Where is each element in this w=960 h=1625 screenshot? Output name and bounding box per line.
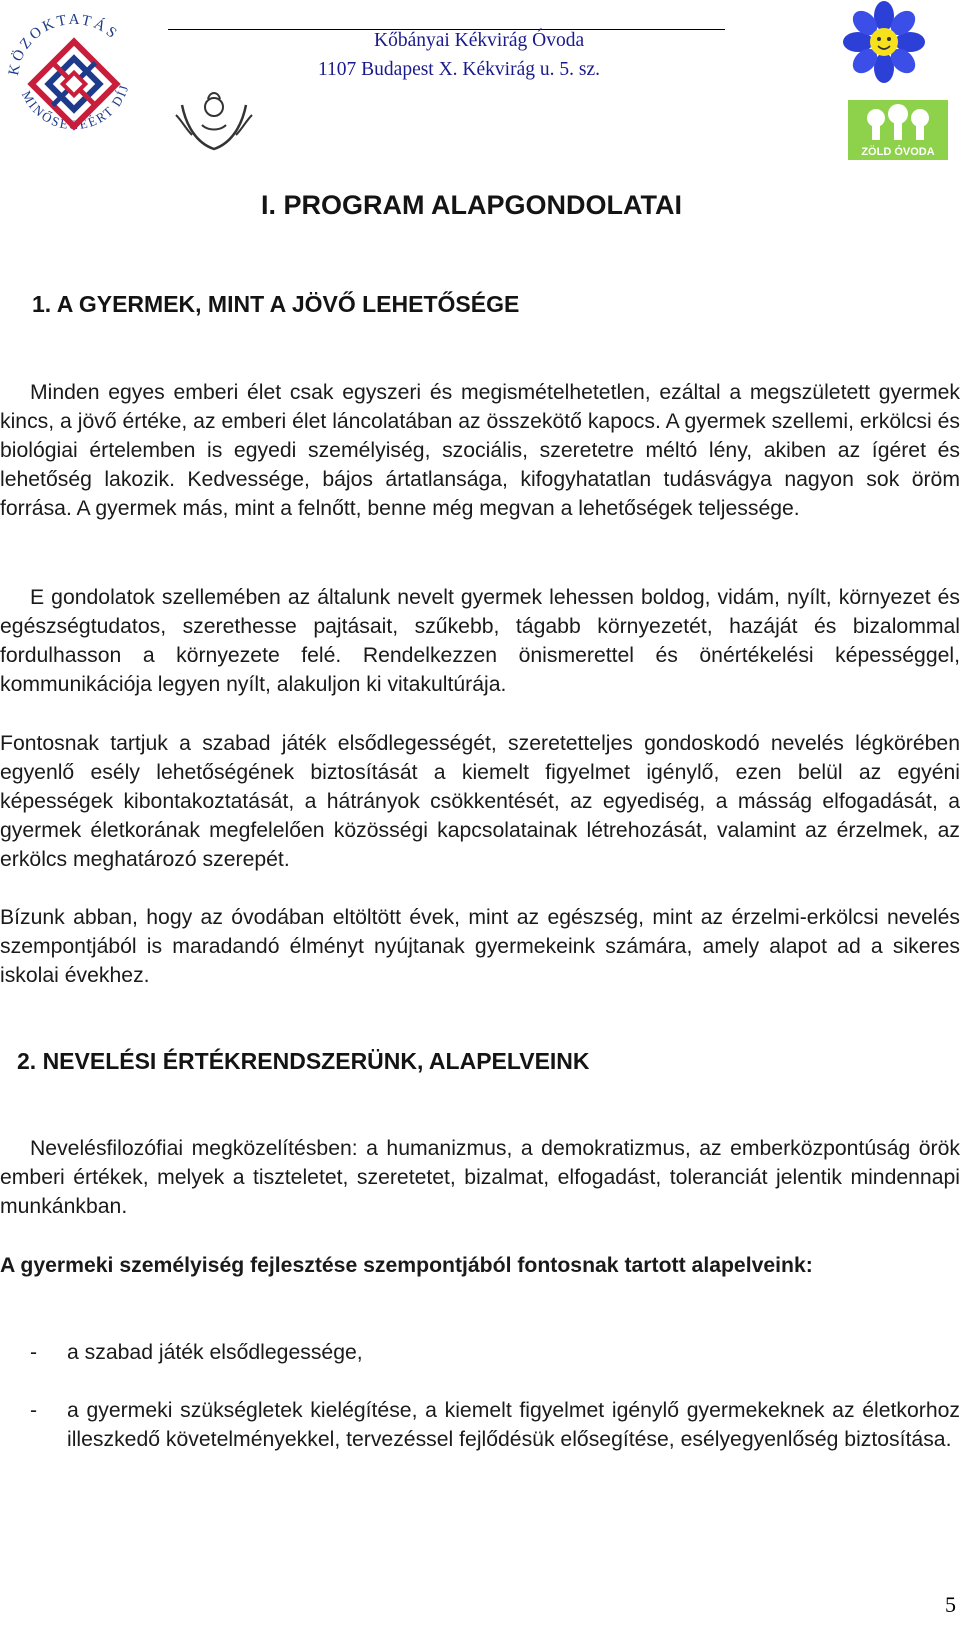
principles-lead: A gyermeki személyiség fejlesztése szempontjából fontosnak tartott alapelveink: <box>0 1254 813 1277</box>
bullet-dash: - <box>30 1341 38 1364</box>
institution-name: Kőbányai Kékvirág Óvoda <box>374 30 585 51</box>
section-1-paragraph: E gondolatok szellemében az általunk nevelt gyermek lehessen boldog, vidám, nyílt, környezet és egészségtudatos, szerethesse pajtásait, szűkebb, tágabb környezetét, hazáját és bizalommal fordulhasson a környezete felé. Rendelkezzen önismerettel és önértékelési képességgel, kommunikációja legyen nyílt, alakuljon ki vitakultúrája. <box>0 586 960 696</box>
section-1-paragraph: Minden egyes emberi élet csak egyszeri és megismételhetetlen, ezáltal a megszületett gyermek kincs, a jövő értéke, az emberi élet láncolatában az összekötő kapocs. A gyermek szellemi, erkölcsi és biológiai értelemben is egyedi személyiség, szociális, szeretetre méltó lény, akiben az ígéret és lehetőség lakozik. Kedvessége, bájos ártatlansága, kifogyhatatlan tudásvágya nagyon sok öröm forrása. A gyermek más, mint a felnőtt, benne még megvan a lehetőségek teljessége. <box>0 381 960 520</box>
quality-award-logo <box>0 4 148 152</box>
page-title: I. PROGRAM ALAPGONDOLATAI <box>261 190 682 220</box>
section-2-intro: Nevelésfilozófiai megközelítésben: a humanizmus, a demokratizmus, az emberközpontúság örök emberi értékek, melyek a tiszteletet, szeretetet, bizalmat, elfogadást, toleranciát jelentik mindennapi munkánkban. <box>0 1137 960 1218</box>
green-logo-text: ZÖLD ÓVODA <box>861 146 935 158</box>
page-number: 5 <box>945 1592 956 1617</box>
flower-logo <box>836 0 932 84</box>
section-1-paragraph: Bízunk abban, hogy az óvodában eltöltött évek, mint az egészség, mint az érzelmi-erkölcsi nevelés szempontjából is maradandó élményt nyújtanak gyermekeink számára, amely alapot ad a sikeres iskolai évekhez. <box>0 906 960 987</box>
section-1-heading: 1. A GYERMEK, MINT A JÖVŐ LEHETŐSÉGE <box>32 291 520 317</box>
hands-logo <box>172 85 256 155</box>
institution-address: 1107 Budapest X. Kékvirág u. 5. sz. <box>318 59 600 80</box>
section-1-paragraph: Fontosnak tartjuk a szabad játék elsődlegességét, szeretetteljes gondoskodó nevelés légkörében egyenlő esély lehetőségének biztosítását a kiemelt figyelmet igénylő, ezen belül az egyéni képességek kibontakoztatását, a hátrányok csökkentését, az egyediség, a másság elfogadását, a gyermek életkorának megfelelően közösségi kapcsolatainak létrehozását, valamint az érzelmek, az erkölcs meghatározó szerepét. <box>0 732 960 871</box>
svg-text:MINŐSÉGÉÉRT DÍJ: MINŐSÉGÉÉRT DÍJ <box>18 81 132 133</box>
svg-text:KÖZOKTATÁS: KÖZOKTATÁS <box>5 11 122 77</box>
bullet-dash: - <box>30 1399 38 1422</box>
green-kindergarten-logo <box>848 100 948 160</box>
list-item-text: a gyermeki szükségletek kielégítése, a kiemelt figyelmet igénylő gyermekeknek az életkorhoz illeszkedő követelményekkel, tervezéssel fejlődésük elősegítése, esélyegyenlőség biztosítása. <box>67 1399 960 1451</box>
section-2-heading: 2. NEVELÉSI ÉRTÉKRENDSZERÜNK, ALAPELVEINK <box>17 1048 590 1074</box>
list-item-text: a szabad játék elsődlegessége, <box>67 1341 363 1364</box>
